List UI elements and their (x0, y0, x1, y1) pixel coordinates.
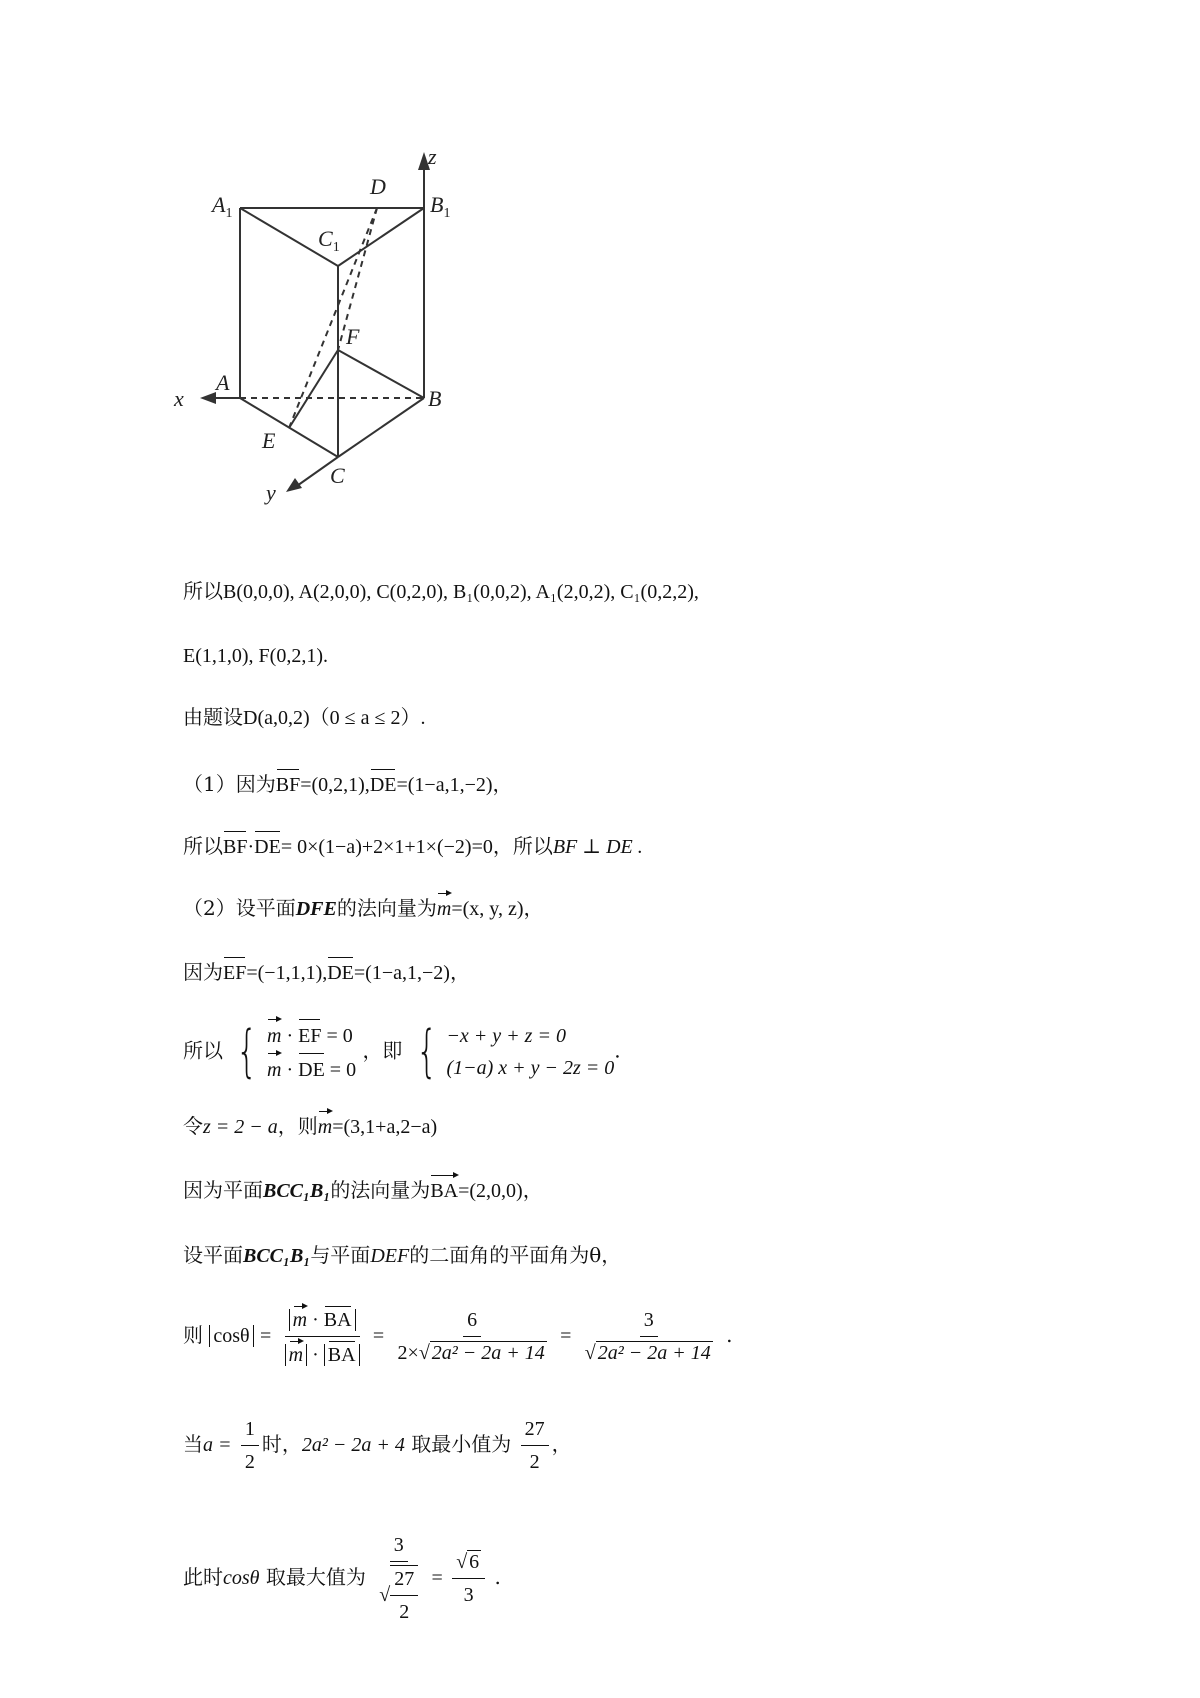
prism-diagram (170, 140, 530, 560)
line-coordinates-1: 所以B(0,0,0), A(2,0,0), C(0,2,0), B₁(0,0,2), A₁(2,0,2), C₁(0,2,2), (183, 579, 699, 603)
segment-fb (338, 350, 424, 398)
x-axis-arrow (200, 392, 216, 404)
line-part2-normal: （2）设平面DFE的法向量为m=(x, y, z)， (183, 892, 544, 924)
point-c-label: C (330, 463, 345, 488)
line-part1-vectors: （1）因为BF=(0,2,1),DE=(1−a,1,−2)， (183, 768, 513, 800)
cos-fraction-1: $\frac{m \cdot BA}{m \cdot BA}$ (281, 1305, 364, 1368)
cos-fraction-3: $\frac{3}{\text{√ 2a² − 2a + 14}}$ (584, 1309, 711, 1364)
line-dihedral-angle: 设平面BCC₁B₁与平面DEF的二面角的平面角为θ， (183, 1243, 622, 1267)
line-cos-theta: 则 cosθ = $\frac{m \cdot BA}{m \cdot BA}$ = $\frac{6}{\text{2×√ 2a² − 2a + 14}}$ = $\frac{3}{\text{√ 2a² − 2a + 14}}$ . (183, 1300, 733, 1371)
line-coordinates-2: E(1,1,0), F(0,2,1). (183, 645, 328, 667)
max-fraction: 3 √ $\frac{27}{2}$ (375, 1532, 422, 1625)
point-a1-label: $A_1$ (212, 192, 233, 221)
system-1: { m · EF = 0 m · DE = 0 (236, 1019, 357, 1084)
min-value-fraction: $\frac{27}{2}$ (521, 1416, 549, 1475)
result-fraction: $\frac{√ 6}{3}$ (452, 1549, 485, 1608)
prism-figure (170, 140, 530, 560)
segment-fe (289, 350, 338, 428)
edge-cb (338, 398, 424, 457)
point-b1-label: $B_1$ (430, 192, 451, 221)
point-b-label: B (428, 386, 442, 411)
y-axis-arrow (286, 478, 302, 492)
point-e-label: E (262, 428, 276, 453)
point-a-label: A (216, 370, 230, 395)
line-let-z: 令z = 2 − a，则m=(3,1+a,2−a) (183, 1110, 437, 1142)
line-part1-dot-product: 所以BF·DE= 0×(1−a)+2×1+1×(−2)=0，所以BF ⊥ DE . (183, 830, 643, 862)
line-minimum: 当a = $\frac{1}{2}$ 时，2a² − 2a + 4 取最小值为 $\frac{27}{2}$ ， (183, 1418, 572, 1473)
axis-y-label: y (266, 480, 276, 505)
line-assume-d: 由题设D(a,0,2)（0 ≤ a ≤ 2）. (183, 705, 426, 729)
system-2: { −x + y + z = 0 (1−a) x + y − 2z = 0 (415, 1019, 615, 1084)
line-system: 所以 { m · EF = 0 m · DE = 0 ，即 { −x + y + z = 0 (1−a) x + y − 2z = 0 . (183, 1019, 621, 1084)
edge-c1b1 (338, 208, 424, 266)
axis-x-label: x (174, 386, 184, 411)
line-normal-bcc1b1: 因为平面BCC₁B₁的法向量为BA=(2,0,0)， (183, 1174, 543, 1206)
cos-fraction-2: $\frac{6}{\text{2×√ 2a² − 2a + 14}}$ (397, 1309, 545, 1364)
point-c1-label: $C_1$ (318, 226, 340, 255)
axis-z-label: z (428, 144, 437, 169)
point-f-label: F (346, 324, 360, 349)
half-fraction: $\frac{1}{2}$ (241, 1416, 259, 1475)
line-maximum: 此时cosθ 取最大值为 3 √ $\frac{27}{2}$ = $\frac{√ 6}{3}$ . (183, 1534, 501, 1623)
point-d-label: D (370, 174, 386, 199)
line-vectors-ef-de: 因为EF=(−1,1,1),DE=(1−a,1,−2)， (183, 956, 470, 988)
